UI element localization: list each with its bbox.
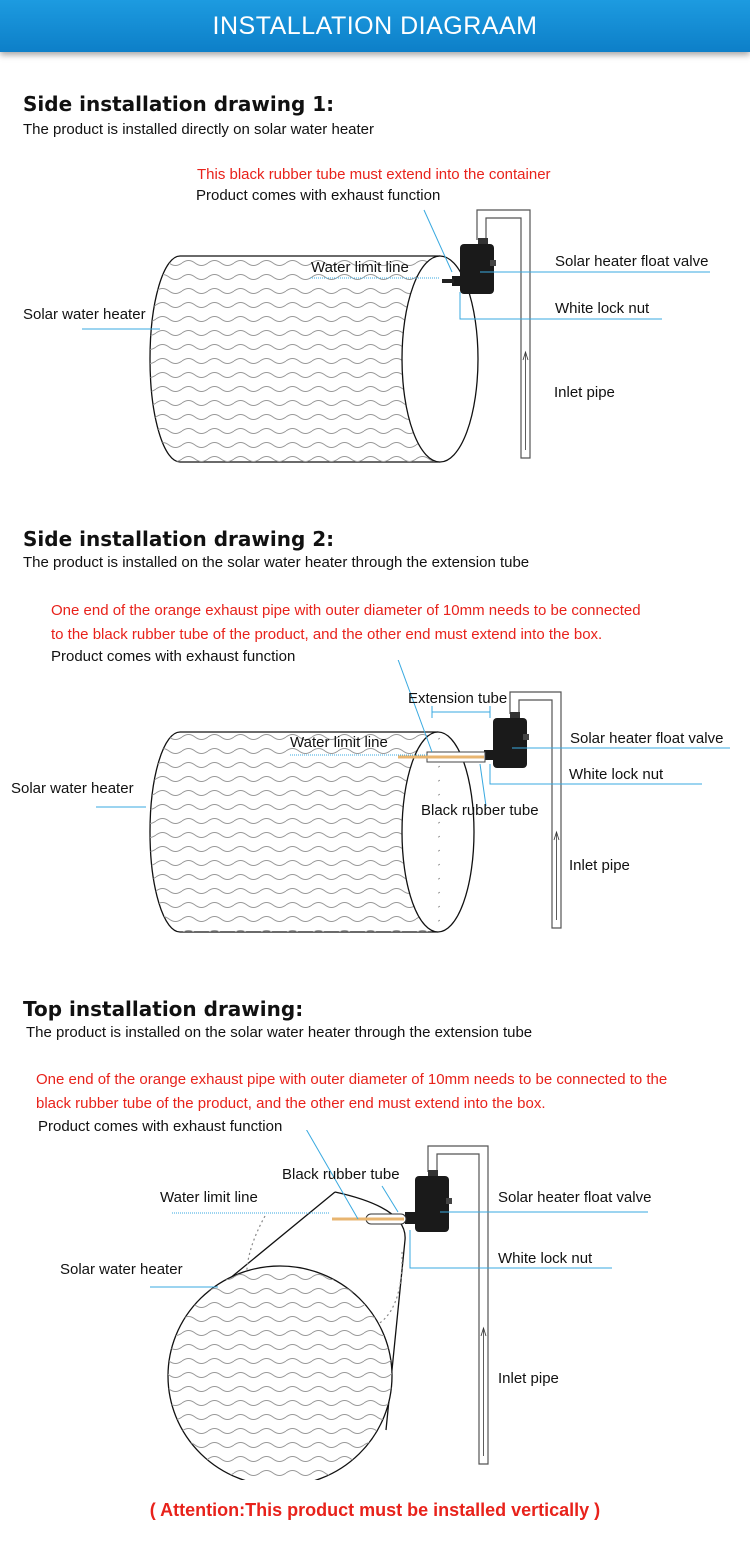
section3-float-valve-label: Solar heater float valve: [498, 1189, 652, 1206]
section3-red-note-2: black rubber tube of the product, and the other end must extend into the box.: [36, 1095, 546, 1112]
section2-lock-nut-label: White lock nut: [569, 766, 664, 783]
section3-water-limit-label: Water limit line: [160, 1189, 258, 1206]
side-diagram-2: [0, 660, 750, 950]
section3-solar-heater-label: Solar water heater: [60, 1261, 183, 1278]
section3-red-note-1: One end of the orange exhaust pipe with outer diameter of 10mm needs to be connected to the: [36, 1071, 668, 1088]
attention-note: ( Attention:This product must be installed vertically ): [149, 1500, 601, 1520]
section2-exhaust-note: Product comes with exhaust function: [51, 648, 296, 665]
rubber-tube: [442, 279, 454, 283]
float-valve-body: [460, 244, 494, 294]
side-diagram-1: [0, 200, 750, 480]
lock-nut: [405, 1212, 417, 1224]
section2-inlet-pipe-label: Inlet pipe: [569, 857, 630, 874]
section2-red-note-2: to the black rubber tube of the product, and the other end must extend into the box.: [51, 626, 603, 643]
page-title: INSTALLATION DIAGRAAM: [212, 12, 538, 40]
float-valve-body: [493, 718, 527, 768]
section1-subtitle: The product is installed directly on solar water heater: [23, 121, 375, 138]
section2-heading: Side installation drawing 2:: [23, 527, 335, 551]
section1-inlet-pipe-label: Inlet pipe: [554, 384, 615, 401]
section1-heading: Side installation drawing 1:: [23, 92, 335, 116]
section2-red-note-1: One end of the orange exhaust pipe with outer diameter of 10mm needs to be connected: [51, 602, 641, 619]
section3-lock-nut-label: White lock nut: [498, 1250, 593, 1267]
section1-solar-heater-label: Solar water heater: [23, 306, 146, 323]
section1-lock-nut-label: White lock nut: [555, 300, 650, 317]
section3-inlet-pipe-label: Inlet pipe: [498, 1370, 559, 1387]
section2-extension-tube-label: Extension tube: [408, 690, 508, 707]
section3-heading: Top installation drawing:: [23, 997, 304, 1021]
section1-exhaust-note: Product comes with exhaust function: [196, 187, 441, 204]
section1-float-valve-label: Solar heater float valve: [555, 253, 709, 270]
section2-water-limit-label: Water limit line: [290, 734, 388, 751]
section3-exhaust-note: Product comes with exhaust function: [38, 1118, 283, 1135]
section2-solar-heater-label: Solar water heater: [11, 780, 134, 797]
section3-subtitle: The product is installed on the solar water heater through the extension tube: [26, 1024, 533, 1041]
section2-float-valve-label: Solar heater float valve: [570, 730, 724, 747]
section2-rubber-tube-label: Black rubber tube: [421, 802, 539, 819]
section2-subtitle: The product is installed on the solar water heater through the extension tube: [23, 554, 530, 571]
section3-rubber-tube-label: Black rubber tube: [282, 1166, 400, 1183]
section1-water-limit-label: Water limit line: [311, 259, 409, 276]
float-valve-body: [415, 1176, 449, 1232]
title-banner: [0, 0, 750, 52]
section1-red-note: This black rubber tube must extend into the container: [197, 166, 551, 183]
